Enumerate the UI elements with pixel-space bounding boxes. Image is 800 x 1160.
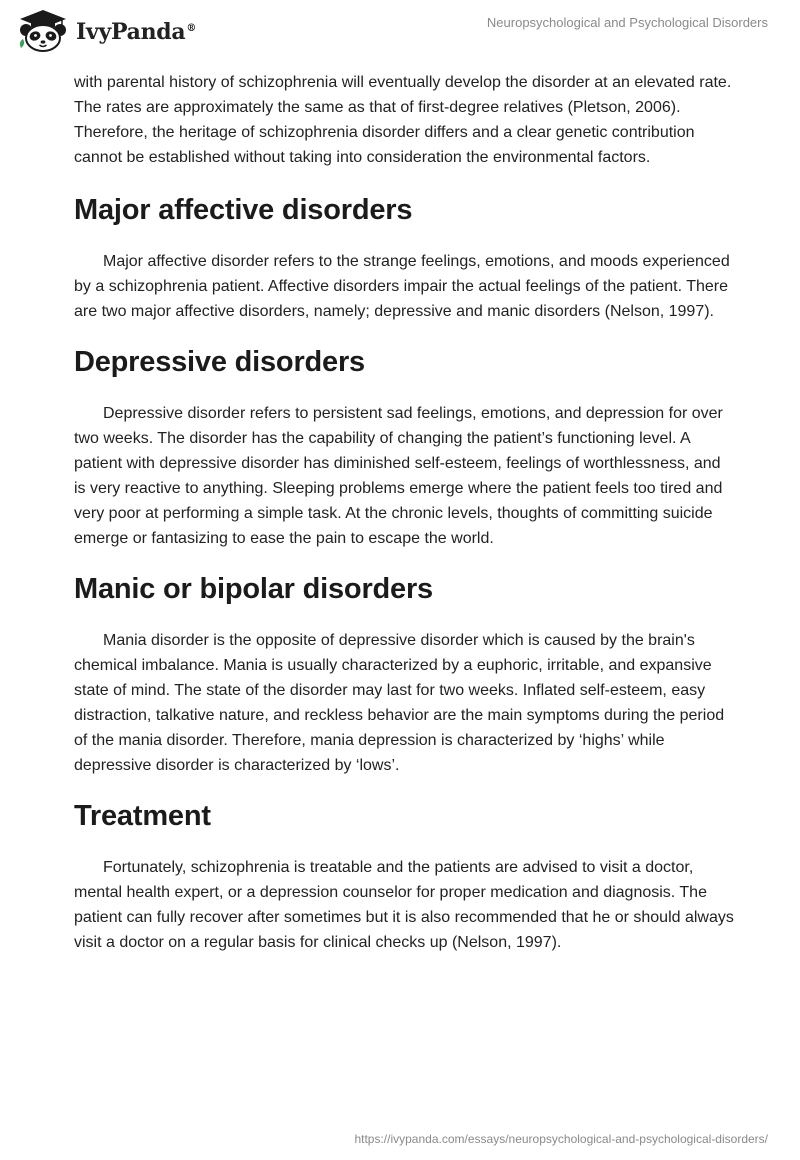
source-url-link[interactable]: https://ivypanda.com/essays/neuropsychological-and-psychological-disorders/ bbox=[354, 1132, 768, 1146]
section-heading-depressive: Depressive disorders bbox=[74, 346, 365, 378]
brand-name: IvyPanda® bbox=[76, 19, 197, 45]
document-title: Neuropsychological and Psychological Disorders bbox=[486, 15, 768, 30]
section-heading-major-affective: Major affective disorders bbox=[74, 194, 413, 226]
panda-graduate-icon bbox=[14, 8, 72, 52]
section-paragraph-depressive: Depressive disorder refers to persistent sad feelings, emotions, and depression for over two weeks. The disorder has the capability of changing the patient’s functioning level. A patient with depressive disorder has diminished self-esteem, feelings of worthlessness, and is very reactive to anything. Sleeping problems emerge where the patient feels too tired and very poor at performing a simple task. At the chronic levels, thoughts of committing suicide emerge or fantasizing to ease the pain to escape the world. bbox=[74, 405, 723, 547]
intro-paragraph: with parental history of schizophrenia will eventually develop the disorder at an elevated rate. The rates are approximately the same as that of first-degree relatives (Pletson, 2006). Therefore, the heritage of schizophrenia disorder differs and a clear genetic contribution cannot be established without taking into consideration the environmental factors. bbox=[74, 74, 732, 166]
ivypanda-logo[interactable] bbox=[14, 8, 196, 52]
essay-body bbox=[74, 70, 734, 955]
section-paragraph-treatment: Fortunately, schizophrenia is treatable and the patients are advised to visit a doctor, mental health expert, or a depression counselor for proper medication and diagnosis. The patient can fully recover after sometimes but it is also recommended that he or should always visit a doctor on a regular basis for clinical checks up (Nelson, 1997). bbox=[74, 859, 734, 951]
section-paragraph-manic: Mania disorder is the opposite of depressive disorder which is caused by the brain's chemical imbalance. Mania is usually characterized by a euphoric, irritable, and expansive state of mind. The state of the disorder may last for two weeks. Inflated self-esteem, easy distraction, talkative nature, and reckless behavior are the main symptoms during the period of the mania disorder. Therefore, mania depression is characterized by ‘highs’ while depressive disorder is characterized by ‘lows’. bbox=[74, 632, 725, 774]
page-header bbox=[0, 0, 800, 70]
section-heading-manic: Manic or bipolar disorders bbox=[74, 573, 433, 605]
section-paragraph-major-affective: Major affective disorder refers to the strange feelings, emotions, and moods experienced by a schizophrenia patient. Affective disorders impair the actual feelings of the patient. There are two major affective disorders, namely; depressive and manic disorders (Nelson, 1997). bbox=[74, 253, 730, 320]
section-heading-treatment: Treatment bbox=[74, 800, 211, 832]
